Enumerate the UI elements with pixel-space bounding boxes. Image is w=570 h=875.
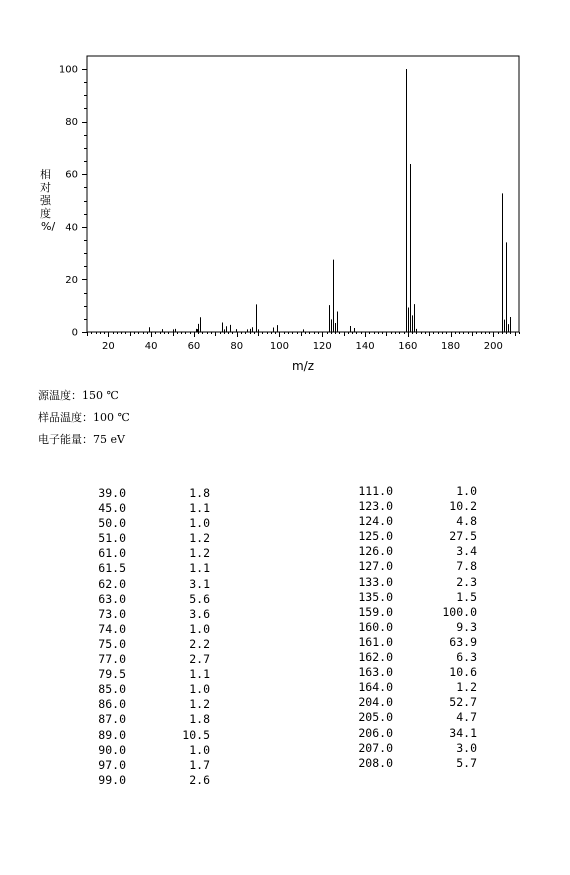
table-row xyxy=(90,697,210,712)
mz-value: 207.0 xyxy=(358,740,393,755)
table-row xyxy=(90,712,210,727)
table-row xyxy=(90,592,210,607)
abundance-value: 9.3 xyxy=(456,619,477,634)
mz-value: 111.0 xyxy=(358,484,393,498)
x-tick-label: 180 xyxy=(441,341,461,352)
mz-value: 133.0 xyxy=(358,574,393,589)
mz-value: 90.0 xyxy=(98,742,126,757)
abundance-value: 1.0 xyxy=(189,742,210,757)
table-row xyxy=(357,710,477,725)
abundance-value: 5.6 xyxy=(189,591,210,606)
x-tick-label: 160 xyxy=(398,341,418,352)
x-tick-label: 140 xyxy=(355,341,375,352)
source-temperature-text: 源温度：150 ℃ xyxy=(38,389,119,402)
table-row xyxy=(357,741,477,756)
table-row xyxy=(357,559,477,574)
table-row xyxy=(90,682,210,697)
mz-value: 124.0 xyxy=(358,514,393,529)
y-tick-label: 0 xyxy=(71,327,78,339)
y-axis-label-line-4: 度 xyxy=(40,207,51,220)
mz-value: 39.0 xyxy=(98,486,126,500)
mz-value: 87.0 xyxy=(98,712,126,727)
mz-value: 123.0 xyxy=(358,499,393,514)
mz-value: 206.0 xyxy=(358,725,393,740)
y-tick-label: 60 xyxy=(65,169,78,181)
peak-table-right xyxy=(357,484,477,771)
abundance-value: 3.6 xyxy=(189,606,210,621)
table-row xyxy=(357,575,477,590)
abundance-value: 1.0 xyxy=(456,484,477,498)
table-row xyxy=(90,743,210,758)
mz-value: 63.0 xyxy=(98,591,126,606)
mz-value: 61.0 xyxy=(98,546,126,561)
abundance-value: 2.3 xyxy=(456,574,477,589)
x-tick-label: 120 xyxy=(312,341,332,352)
x-tick-label: 80 xyxy=(230,341,244,352)
mz-value: 135.0 xyxy=(358,589,393,604)
abundance-value: 4.8 xyxy=(456,514,477,529)
sample-temperature-text: 样品温度：100 ℃ xyxy=(38,411,130,424)
abundance-value: 1.2 xyxy=(189,546,210,561)
mz-value: 79.5 xyxy=(98,667,126,682)
table-row xyxy=(357,590,477,605)
mz-value: 45.0 xyxy=(98,501,126,516)
abundance-value: 1.0 xyxy=(189,621,210,636)
y-axis-label-line-5: %/ xyxy=(41,220,56,233)
abundance-value: 63.9 xyxy=(449,634,477,649)
mz-value: 159.0 xyxy=(358,604,393,619)
peak-table-left xyxy=(90,486,210,788)
mz-value: 161.0 xyxy=(358,634,393,649)
abundance-value: 1.0 xyxy=(189,682,210,697)
abundance-value: 1.1 xyxy=(189,561,210,576)
abundance-value: 3.1 xyxy=(189,576,210,591)
table-row xyxy=(90,531,210,546)
x-tick-label: 100 xyxy=(269,341,290,352)
abundance-value: 1.2 xyxy=(189,531,210,546)
abundance-value: 2.2 xyxy=(189,636,210,651)
mz-value: 89.0 xyxy=(98,727,126,742)
x-tick-label: 20 xyxy=(102,341,115,352)
mz-value: 99.0 xyxy=(98,772,126,787)
mz-value: 163.0 xyxy=(358,665,393,680)
mz-value: 62.0 xyxy=(98,576,126,591)
mass-spectrum-chart xyxy=(0,0,570,380)
table-row xyxy=(90,728,210,743)
mz-value: 204.0 xyxy=(358,695,393,710)
abundance-value: 10.6 xyxy=(449,665,477,680)
abundance-value: 1.0 xyxy=(189,516,210,531)
mz-value: 160.0 xyxy=(358,619,393,634)
mz-value: 86.0 xyxy=(98,697,126,712)
mz-value: 51.0 xyxy=(98,531,126,546)
abundance-value: 10.2 xyxy=(449,499,477,514)
abundance-value: 3.0 xyxy=(456,740,477,755)
y-tick-label: 100 xyxy=(58,64,78,76)
table-row xyxy=(357,620,477,635)
table-row xyxy=(90,637,210,652)
abundance-value: 4.7 xyxy=(456,710,477,725)
mz-value: 85.0 xyxy=(98,682,126,697)
abundance-value: 1.5 xyxy=(456,589,477,604)
mz-value: 125.0 xyxy=(358,529,393,544)
mz-value: 205.0 xyxy=(358,710,393,725)
mz-value: 164.0 xyxy=(358,680,393,695)
electron-energy xyxy=(38,433,125,447)
y-axis-label-line-2: 对 xyxy=(40,181,51,194)
mz-value: 208.0 xyxy=(358,755,393,770)
table-row xyxy=(357,665,477,680)
electron-energy-text: 电子能量：75 eV xyxy=(38,433,125,446)
table-row xyxy=(357,605,477,620)
table-row xyxy=(357,484,477,499)
abundance-value: 6.3 xyxy=(456,650,477,665)
abundance-value: 1.2 xyxy=(189,697,210,712)
abundance-value: 1.2 xyxy=(456,680,477,695)
table-row xyxy=(357,756,477,771)
x-axis-label: m/z xyxy=(291,359,315,373)
mz-value: 61.5 xyxy=(98,561,126,576)
peak-bars xyxy=(150,69,511,332)
y-axis-label-line-3: 强 xyxy=(40,194,51,207)
mz-value: 77.0 xyxy=(98,652,126,667)
table-row xyxy=(90,667,210,682)
abundance-value: 7.8 xyxy=(456,559,477,574)
table-row xyxy=(90,652,210,667)
table-row xyxy=(90,622,210,637)
table-row xyxy=(357,514,477,529)
abundance-value: 34.1 xyxy=(449,725,477,740)
mz-value: 50.0 xyxy=(98,516,126,531)
table-row xyxy=(357,544,477,559)
abundance-value: 1.1 xyxy=(189,667,210,682)
table-row xyxy=(357,726,477,741)
y-tick-label: 80 xyxy=(65,117,78,129)
table-row xyxy=(90,501,210,516)
mz-value: 75.0 xyxy=(98,636,126,651)
table-row xyxy=(90,577,210,592)
table-row xyxy=(357,499,477,514)
abundance-value: 1.1 xyxy=(189,501,210,516)
abundance-value: 3.4 xyxy=(456,544,477,559)
table-row xyxy=(90,758,210,773)
mz-value: 126.0 xyxy=(358,544,393,559)
table-row xyxy=(357,680,477,695)
y-axis-label xyxy=(40,167,55,233)
y-axis-label-line-1: 相 xyxy=(40,168,51,181)
table-row xyxy=(90,486,210,501)
table-row xyxy=(90,607,210,622)
mz-value: 162.0 xyxy=(358,650,393,665)
abundance-value: 5.7 xyxy=(456,755,477,770)
table-row xyxy=(357,650,477,665)
x-tick-label: 40 xyxy=(144,341,158,352)
x-tick-label: 60 xyxy=(187,341,201,352)
x-tick-label: 200 xyxy=(483,341,503,352)
source-temperature xyxy=(38,389,119,403)
abundance-value: 52.7 xyxy=(449,695,477,710)
plot-frame xyxy=(87,56,519,332)
y-tick-label: 20 xyxy=(65,274,78,286)
y-tick-label: 40 xyxy=(65,222,78,234)
abundance-value: 2.6 xyxy=(189,772,210,787)
table-row xyxy=(90,561,210,576)
table-row xyxy=(90,546,210,561)
table-row xyxy=(90,773,210,788)
y-axis-ticks xyxy=(59,65,87,339)
table-row xyxy=(357,635,477,650)
mz-value: 127.0 xyxy=(358,559,393,574)
table-row xyxy=(90,516,210,531)
mz-value: 74.0 xyxy=(98,621,126,636)
abundance-value: 100.0 xyxy=(442,604,477,619)
sample-temperature xyxy=(38,411,130,425)
abundance-value: 27.5 xyxy=(449,529,477,544)
abundance-value: 2.7 xyxy=(189,652,210,667)
table-row xyxy=(357,529,477,544)
mz-value: 73.0 xyxy=(98,606,126,621)
abundance-value: 10.5 xyxy=(182,727,210,742)
abundance-value: 1.8 xyxy=(189,486,210,500)
abundance-value: 1.7 xyxy=(189,757,210,772)
abundance-value: 1.8 xyxy=(189,712,210,727)
mz-value: 97.0 xyxy=(98,757,126,772)
table-row xyxy=(357,695,477,710)
x-axis-ticks xyxy=(88,332,520,352)
